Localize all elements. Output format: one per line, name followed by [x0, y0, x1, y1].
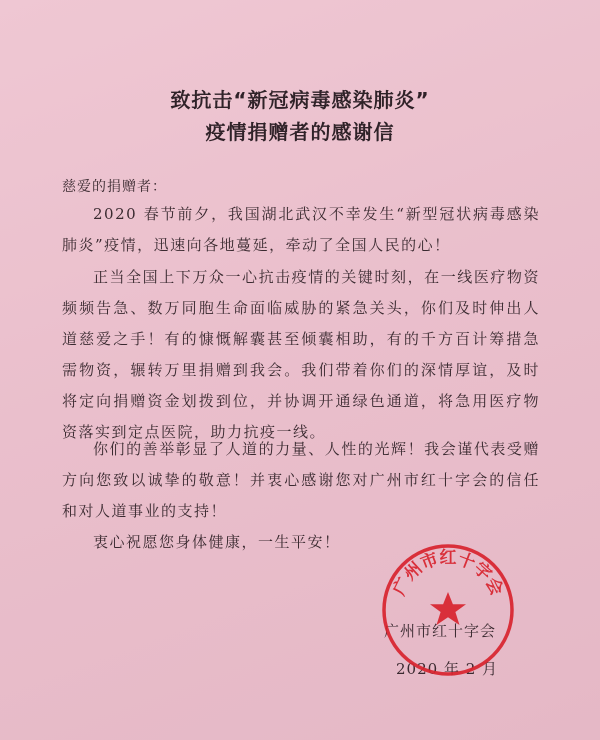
signature: 广州市红十字会	[384, 622, 497, 640]
red-cross-seal-stamp	[378, 540, 518, 680]
paragraph-2: 正当全国上下万众一心抗击疫情的关键时刻，在一线医疗物资频频告急、数万同胞生命面临威胁的紧急关头，你们及时伸出人道慈爱之手！有的慷慨解囊甚至倾囊相助，有的千方百计筹措急需物资，辗转万里捐赠到我会。我们带着你们的深情厚谊，及时将定向捐赠资金划拨到位，并协调开通绿色通道，将急用医疗物资落实到定点医院，助力抗疫一线。	[62, 268, 540, 441]
letter-title-line-1: 致抗击“新冠病毒感染肺炎”	[170, 88, 430, 112]
letter-title-line-2: 疫情捐赠者的感谢信	[205, 120, 395, 144]
paragraph-3: 你们的善举彰显了人道的力量、人性的光辉！我会谨代表受赠方向您致以诚挚的敬意！并衷心感谢您对广州市红十字会的信任和对人道事业的支持！	[62, 440, 540, 520]
date: 2020 年 2 月	[396, 660, 499, 678]
paragraph-4: 衷心祝愿您身体健康，一生平安！	[93, 533, 341, 551]
seal-star-icon	[430, 592, 466, 625]
seal-text: 广州市红十字会	[389, 548, 507, 599]
salutation: 慈爱的捐赠者：	[62, 179, 167, 195]
paragraph-1: 2020 春节前夕，我国湖北武汉不幸发生“新型冠状病毒感染肺炎”疫情，迅速向各地蔓延，牵动了全国人民的心！	[62, 205, 540, 254]
